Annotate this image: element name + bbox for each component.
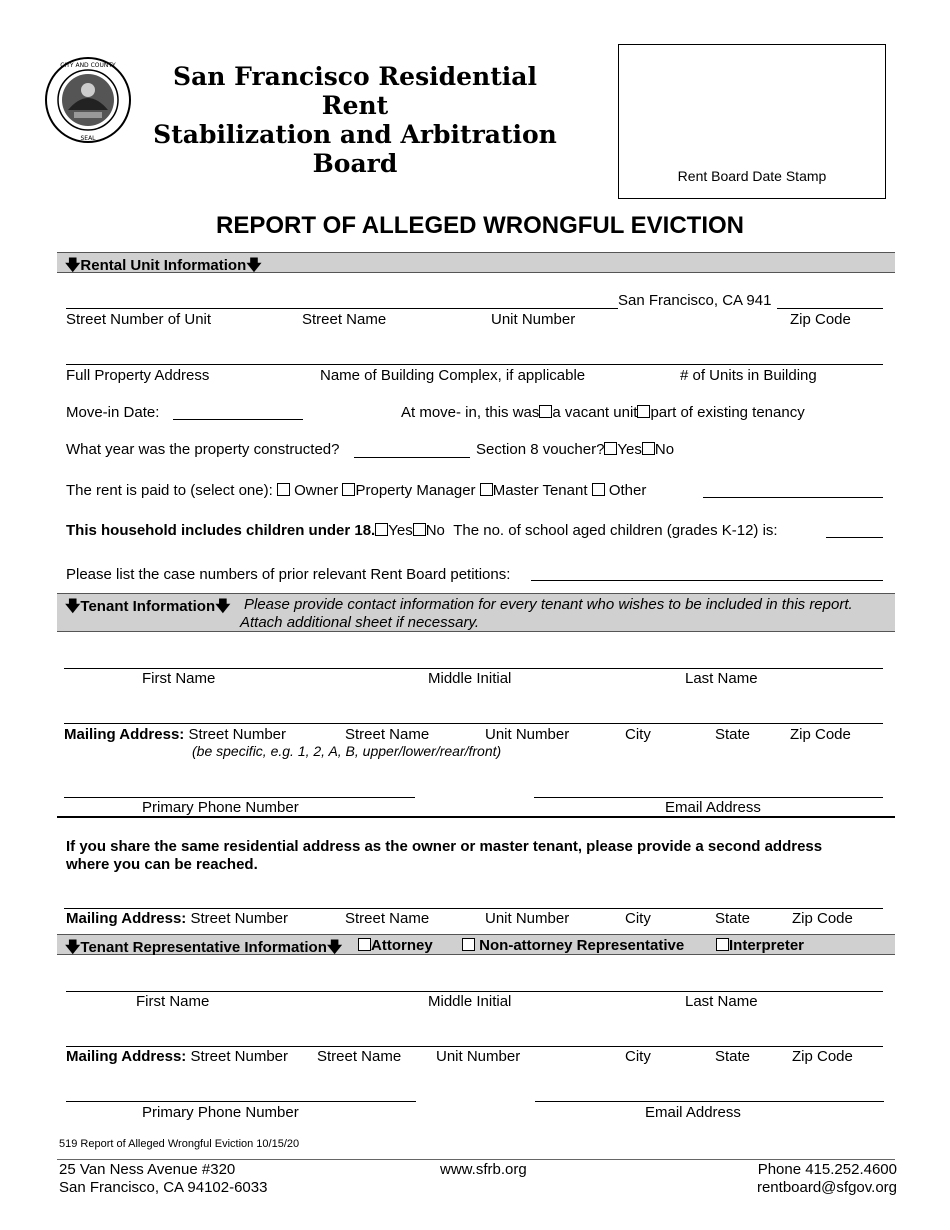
rep-city-label: City: [625, 1048, 651, 1065]
tenant-unit-label: Unit Number: [485, 726, 570, 743]
tenant-band-note2: Attach additional sheet if necessary.: [240, 614, 480, 631]
attorney-checkbox[interactable]: [358, 938, 371, 951]
complex-label: Name of Building Complex, if applicable: [320, 367, 586, 384]
year-built-field[interactable]: [354, 457, 470, 458]
nonattorney-checkbox[interactable]: [462, 938, 475, 951]
footer-address-line1: 25 Van Ness Avenue #320: [59, 1161, 236, 1178]
tenant-state-label: State: [715, 726, 751, 743]
second-mailing-field[interactable]: [64, 908, 883, 909]
rep-zip-label: Zip Code: [792, 1048, 853, 1065]
zip-field[interactable]: [777, 308, 883, 309]
svg-text:SEAL: SEAL: [80, 135, 96, 142]
tenant-band-title: 🡇Tenant Information🡇: [65, 598, 231, 615]
city-prefix: San Francisco, CA 941: [618, 292, 772, 309]
second-unit-label: Unit Number: [485, 910, 570, 927]
rep-mailing-field[interactable]: [66, 1046, 883, 1047]
form-id: 519 Report of Alleged Wrongful Eviction 10/15/20: [59, 1138, 300, 1150]
share-note-line2: where you can be reached.: [66, 856, 258, 873]
rep-middle-initial-label: Middle Initial: [428, 993, 512, 1010]
full-address-label: Full Property Address: [66, 367, 210, 384]
unit-hint: (be specific, e.g. 1, 2, A, B, upper/lower/rear/front): [192, 743, 502, 759]
tenant-zip-label: Zip Code: [790, 726, 851, 743]
form-title: REPORT OF ALLEGED WRONGFUL EVICTION: [216, 212, 744, 239]
date-stamp-box: [618, 44, 886, 199]
children-no-checkbox[interactable]: [413, 523, 426, 536]
stamp-label: Rent Board Date Stamp: [677, 168, 827, 184]
unit-number-label: Unit Number: [491, 311, 576, 328]
property-address-field[interactable]: [66, 364, 883, 365]
nonattorney-option: Non-attorney Representative: [462, 937, 684, 954]
interpreter-checkbox[interactable]: [716, 938, 729, 951]
tenant-info-band: [57, 593, 895, 632]
tenant-mailing-label: Mailing Address: Street Number: [64, 726, 287, 743]
rep-mailing-label: Mailing Address: Street Number: [66, 1048, 289, 1065]
tenant-middle-initial-label: Middle Initial: [428, 670, 512, 687]
street-number-label: Street Number of Unit: [66, 311, 212, 328]
second-state-label: State: [715, 910, 751, 927]
existing-tenancy-checkbox[interactable]: [637, 405, 650, 418]
section-divider: [57, 816, 895, 818]
tenant-city-label: City: [625, 726, 651, 743]
rep-state-label: State: [715, 1048, 751, 1065]
tenant-band-note1: Please provide contact information for every tenant who wishes to be included in this report.: [244, 596, 853, 613]
tenant-phone-label: Primary Phone Number: [142, 799, 299, 816]
second-city-label: City: [625, 910, 651, 927]
rental-band-title: 🡇Rental Unit Information🡇: [65, 257, 262, 274]
rep-email-field[interactable]: [535, 1101, 884, 1102]
second-mailing-label: Mailing Address: Street Number: [66, 910, 289, 927]
footer-phone: Phone 415.252.4600: [757, 1161, 897, 1178]
rep-band-title: 🡇Tenant Representative Information🡇: [65, 939, 343, 956]
rep-phone-label: Primary Phone Number: [142, 1104, 299, 1121]
city-seal-logo: [44, 56, 132, 144]
owner-checkbox[interactable]: [277, 483, 290, 496]
year-built-label: What year was the property constructed?: [66, 441, 340, 458]
movein-label: Move-in Date:: [66, 404, 160, 421]
rep-email-label: Email Address: [645, 1104, 741, 1121]
other-checkbox[interactable]: [592, 483, 605, 496]
rep-name-field[interactable]: [66, 991, 883, 992]
footer-email-link[interactable]: rentboard@sfgov.org: [756, 1179, 897, 1196]
tenant-email-field[interactable]: [534, 797, 883, 798]
attorney-option: Attorney: [358, 937, 433, 954]
footer-address-line2: San Francisco, CA 94102-6033: [59, 1179, 268, 1196]
rep-first-name-label: First Name: [136, 993, 210, 1010]
svg-text:CITY AND COUNTY: CITY AND COUNTY: [60, 62, 116, 69]
tenant-first-name-label: First Name: [142, 670, 216, 687]
organization-name: San Francisco Residential Rent Stabilization and Arbitration Board: [153, 62, 557, 178]
rep-last-name-label: Last Name: [685, 993, 758, 1010]
children-yes-checkbox[interactable]: [375, 523, 388, 536]
footer-divider: [57, 1159, 895, 1160]
tenant-name-field[interactable]: [64, 668, 883, 669]
rep-street-name-label: Street Name: [317, 1048, 402, 1065]
other-payee-field[interactable]: [703, 497, 883, 498]
master-tenant-checkbox[interactable]: [480, 483, 493, 496]
rep-phone-field[interactable]: [66, 1101, 416, 1102]
representative-band: [57, 934, 895, 955]
tenant-mailing-field[interactable]: [64, 723, 883, 724]
interpreter-option: Interpreter: [716, 937, 804, 954]
at-movein-label: At move- in, this was a vacant unit part of existing tenancy: [401, 404, 805, 421]
street-address-field[interactable]: [66, 308, 618, 309]
property-manager-checkbox[interactable]: [342, 483, 355, 496]
footer-website-link[interactable]: www.sfrb.org: [440, 1161, 527, 1178]
tenant-email-label: Email Address: [665, 799, 761, 816]
zip-label: Zip Code: [790, 311, 851, 328]
tenant-last-name-label: Last Name: [685, 670, 758, 687]
vacant-unit-checkbox[interactable]: [539, 405, 552, 418]
units-label: # of Units in Building: [680, 367, 817, 384]
second-zip-label: Zip Code: [792, 910, 853, 927]
rent-paid-group: The rent is paid to (select one): Owner Property Manager Master Tenant Other: [66, 482, 647, 499]
rental-unit-band: [57, 252, 895, 273]
second-street-name-label: Street Name: [345, 910, 430, 927]
tenant-phone-field[interactable]: [64, 797, 415, 798]
section8-yes-checkbox[interactable]: [604, 442, 617, 455]
prior-petitions-label: Please list the case numbers of prior relevant Rent Board petitions:: [66, 566, 511, 583]
children-group: This household includes children under 18. Yes No The no. of school aged children (grades K-12) is:: [66, 522, 778, 539]
section8-no-checkbox[interactable]: [642, 442, 655, 455]
rep-unit-label: Unit Number: [436, 1048, 521, 1065]
share-note-line1: If you share the same residential address as the owner or master tenant, please provide a second address: [66, 838, 823, 855]
street-name-label: Street Name: [302, 311, 387, 328]
movein-date-field[interactable]: [173, 419, 303, 420]
tenant-street-name-label: Street Name: [345, 726, 430, 743]
school-children-count-field[interactable]: [826, 537, 883, 538]
prior-petitions-field[interactable]: [531, 580, 883, 581]
section8-group: Section 8 voucher? Yes No: [476, 441, 675, 458]
